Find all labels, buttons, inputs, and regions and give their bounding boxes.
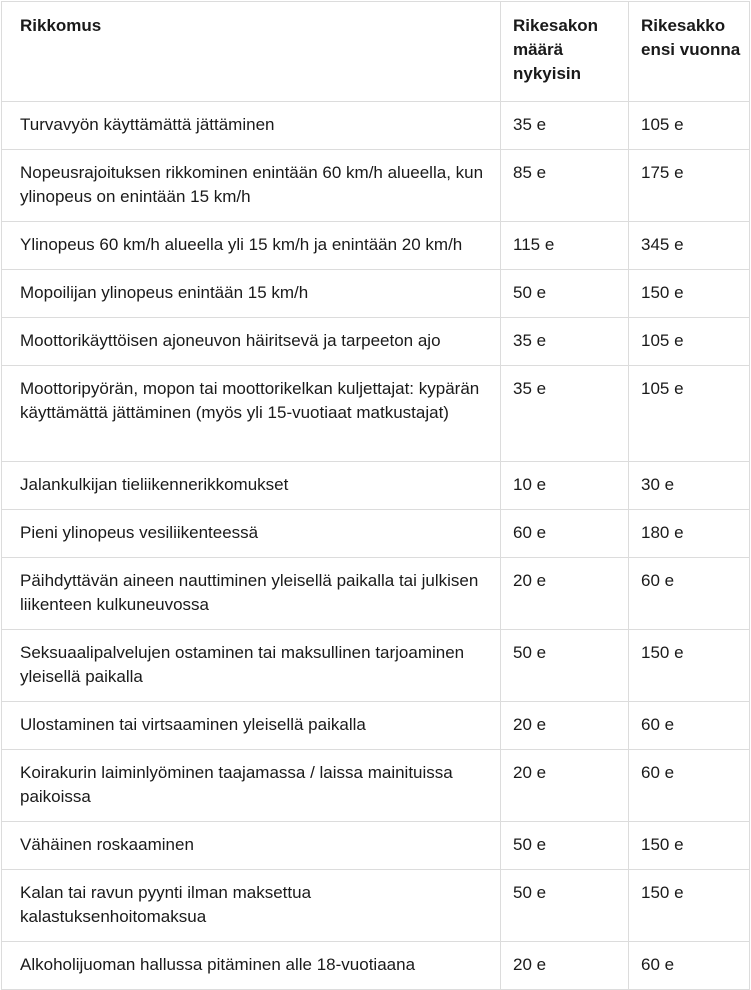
table-row (2, 222, 750, 270)
current-fine-cell: 20 e (501, 702, 629, 750)
offense-cell: Kalan tai ravun pyynti ilman maksettua kalastuksenhoitomaksua (2, 870, 501, 942)
current-fine-cell: 85 e (501, 150, 629, 222)
next-year-fine-cell: 150 e (629, 822, 750, 870)
current-fine-cell: 35 e (501, 318, 629, 366)
current-fine-cell: 35 e (501, 366, 629, 462)
current-fine-cell: 50 e (501, 870, 629, 942)
next-year-fine-cell: 180 e (629, 510, 750, 558)
offense-cell: Koirakurin laiminlyöminen taajamassa / laissa mainituissa paikoissa (2, 750, 501, 822)
next-year-fine-cell: 105 e (629, 102, 750, 150)
table-row (2, 702, 750, 750)
table-body (2, 102, 750, 990)
table-row (2, 318, 750, 366)
current-fine-cell: 20 e (501, 942, 629, 990)
offense-cell: Pieni ylinopeus vesiliikenteessä (2, 510, 501, 558)
next-year-fine-cell: 60 e (629, 750, 750, 822)
next-year-fine-cell: 150 e (629, 870, 750, 942)
table-row (2, 558, 750, 630)
table-row (2, 462, 750, 510)
fines-table (1, 1, 750, 990)
offense-cell: Jalankulkijan tieliikennerikkomukset (2, 462, 501, 510)
current-fine-cell: 50 e (501, 270, 629, 318)
offense-cell: Nopeusrajoituksen rikkominen enintään 60 km/h alueella, kun ylinopeus on enintään 15 km/h (2, 150, 501, 222)
next-year-fine-cell: 105 e (629, 318, 750, 366)
next-year-fine-cell: 175 e (629, 150, 750, 222)
offense-cell: Päihdyttävän aineen nauttiminen yleisellä paikalla tai julkisen liikenteen kulkuneuvossa (2, 558, 501, 630)
table-row (2, 102, 750, 150)
offense-cell: Vähäinen roskaaminen (2, 822, 501, 870)
current-fine-cell: 20 e (501, 558, 629, 630)
table-row (2, 942, 750, 990)
offense-cell: Moottorikäyttöisen ajoneuvon häiritsevä ja tarpeeton ajo (2, 318, 501, 366)
offense-cell: Turvavyön käyttämättä jättäminen (2, 102, 501, 150)
header-row (2, 2, 750, 102)
table-row (2, 750, 750, 822)
table-row (2, 822, 750, 870)
table-header (2, 2, 750, 102)
current-fine-cell: 50 e (501, 630, 629, 702)
current-fine-cell: 20 e (501, 750, 629, 822)
current-fine-cell: 50 e (501, 822, 629, 870)
table-row (2, 510, 750, 558)
table-row (2, 630, 750, 702)
table-row (2, 870, 750, 942)
offense-cell: Mopoilijan ylinopeus enintään 15 km/h (2, 270, 501, 318)
current-fine-cell: 10 e (501, 462, 629, 510)
next-year-fine-cell: 60 e (629, 942, 750, 990)
offense-cell: Moottoripyörän, mopon tai moottorikelkan kuljettajat: kypärän käyttämättä jättäminen (myös yli 15-vuotiaat matkustajat) (2, 366, 501, 462)
table-row (2, 150, 750, 222)
next-year-fine-cell: 30 e (629, 462, 750, 510)
next-year-fine-cell: 105 e (629, 366, 750, 462)
next-year-fine-cell: 60 e (629, 558, 750, 630)
next-year-fine-cell: 150 e (629, 270, 750, 318)
offense-cell: Alkoholijuoman hallussa pitäminen alle 18-vuotiaana (2, 942, 501, 990)
current-fine-cell: 60 e (501, 510, 629, 558)
offense-cell: Ulostaminen tai virtsaaminen yleisellä paikalla (2, 702, 501, 750)
header-offense: Rikkomus (2, 2, 501, 102)
table-row (2, 366, 750, 462)
next-year-fine-cell: 60 e (629, 702, 750, 750)
offense-cell: Seksuaalipalvelujen ostaminen tai maksullinen tarjoaminen yleisellä paikalla (2, 630, 501, 702)
header-current-fine: Rikesakon määrä nykyisin (501, 2, 629, 102)
next-year-fine-cell: 345 e (629, 222, 750, 270)
next-year-fine-cell: 150 e (629, 630, 750, 702)
table-row (2, 270, 750, 318)
header-next-year-fine: Rikesakko ensi vuonna (629, 2, 750, 102)
current-fine-cell: 35 e (501, 102, 629, 150)
current-fine-cell: 115 e (501, 222, 629, 270)
offense-cell: Ylinopeus 60 km/h alueella yli 15 km/h ja enintään 20 km/h (2, 222, 501, 270)
